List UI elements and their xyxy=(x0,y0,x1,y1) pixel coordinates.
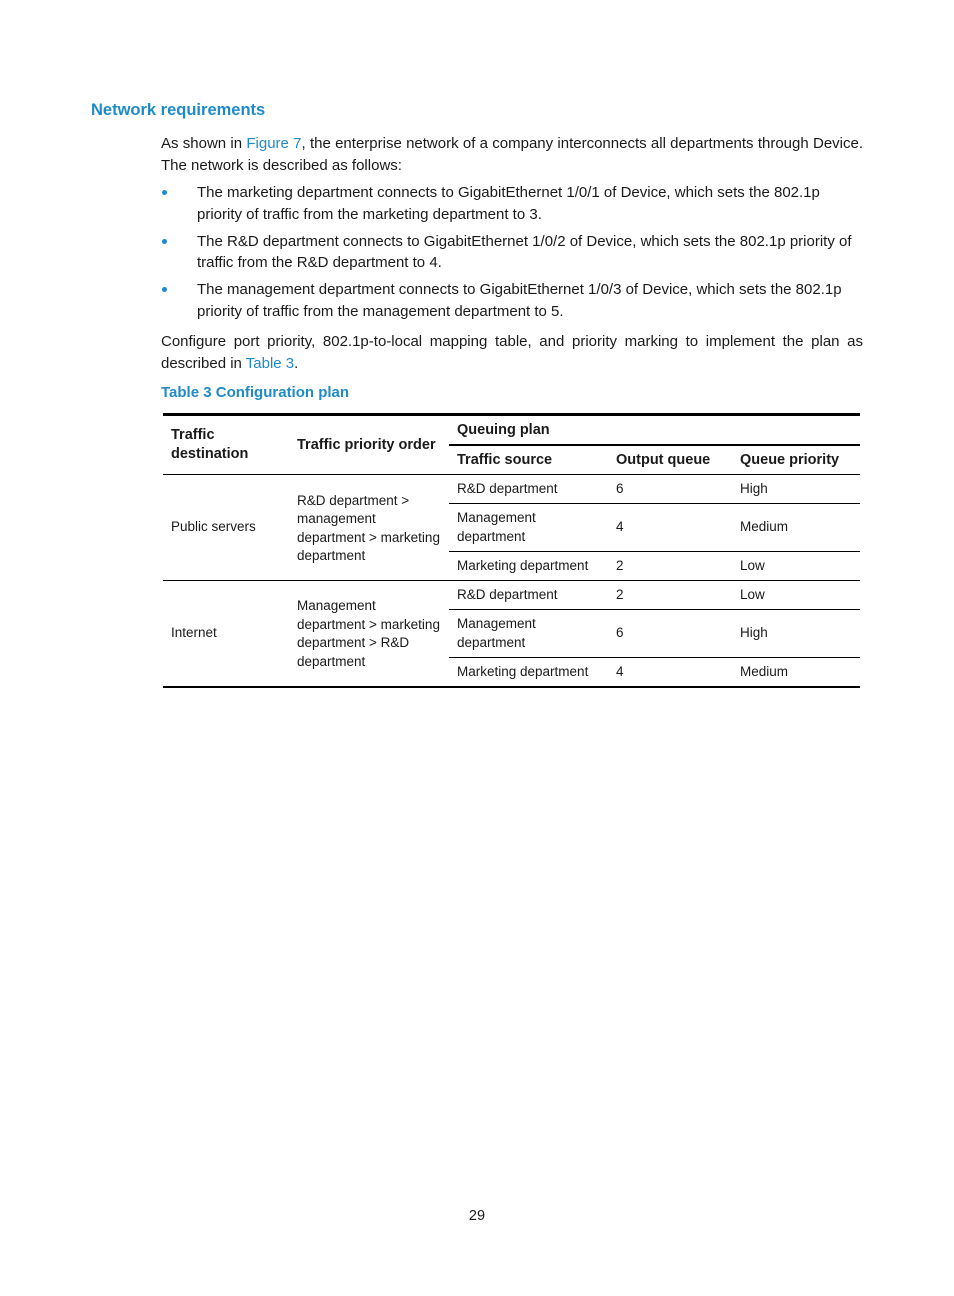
cell-source: R&D department xyxy=(449,581,608,610)
cell-queue-priority: Medium xyxy=(740,663,789,679)
bullet-icon xyxy=(162,239,167,244)
table-caption: Table 3 Configuration plan xyxy=(161,384,350,401)
configuration-plan-table xyxy=(163,413,860,688)
config-text-after: . xyxy=(294,354,299,372)
list-item xyxy=(161,231,863,274)
cell-source: R&D department xyxy=(449,475,608,504)
cell-queue-priority: Low xyxy=(732,552,860,581)
cell-queue-priority: Medium xyxy=(732,504,860,552)
cell-output-queue: 4 xyxy=(616,663,624,679)
list-item xyxy=(161,182,863,225)
header-queue-priority: Queue priority xyxy=(732,445,860,475)
cell-destination: Public servers xyxy=(163,475,289,581)
cell-source: Marketing department xyxy=(457,663,589,679)
header-traffic-source: Traffic source xyxy=(449,445,608,475)
header-queuing-plan: Queuing plan xyxy=(449,415,860,446)
cell-output-queue: 6 xyxy=(608,610,732,658)
cell-priority-order: R&D department > management department > marketing department xyxy=(289,475,449,581)
page-number: 29 xyxy=(468,1208,486,1224)
cell-output-queue: 2 xyxy=(608,552,732,581)
cell-source: Marketing department xyxy=(449,552,608,581)
cell-queue-priority: High xyxy=(732,475,860,504)
cell-queue-priority: High xyxy=(732,610,860,658)
cell-destination: Internet xyxy=(171,625,217,640)
cell-queue-priority: Low xyxy=(732,581,860,610)
figure-7-link[interactable]: Figure 7 xyxy=(246,135,302,152)
config-text-before: Configure port priority, 802.1p-to-local mapping table, and priority marking to implement the plan as described in xyxy=(161,333,863,372)
table-row xyxy=(163,475,860,504)
table-3-link[interactable]: Table 3 xyxy=(245,354,295,372)
section-heading: Network requirements xyxy=(91,101,266,119)
config-paragraph xyxy=(161,331,863,374)
header-traffic-priority-order: Traffic priority order xyxy=(289,415,449,475)
intro-text-after: , the enterprise network of a company interconnects all departments through Device. The network is described as follows: xyxy=(161,135,864,174)
cell-output-queue: 4 xyxy=(608,504,732,552)
requirements-list xyxy=(161,182,863,328)
bullet-icon xyxy=(162,287,167,292)
cell-source: Management department xyxy=(449,504,608,552)
cell-output-queue: 2 xyxy=(608,581,732,610)
header-traffic-destination: Traffic destination xyxy=(163,415,289,475)
list-item-text: The management department connects to GigabitEthernet 1/0/3 of Device, which sets the 802.1p priority of traffic from the management department to 5. xyxy=(197,281,842,320)
cell-output-queue: 6 xyxy=(608,475,732,504)
intro-paragraph xyxy=(161,133,863,176)
bullet-icon xyxy=(162,190,167,195)
list-item xyxy=(161,279,863,322)
list-item-text: The R&D department connects to GigabitEthernet 1/0/2 of Device, which sets the 802.1p priority of traffic from the R&D department to 4. xyxy=(197,232,852,271)
intro-text-before: As shown in xyxy=(161,135,247,152)
cell-source: Management department xyxy=(449,610,608,658)
cell-priority-order: Management department > marketing department > R&D department xyxy=(297,598,440,669)
table-row xyxy=(163,581,860,610)
list-item-text: The marketing department connects to GigabitEthernet 1/0/1 of Device, which sets the 802.1p priority of traffic from the marketing department to 3. xyxy=(197,184,820,223)
header-output-queue: Output queue xyxy=(608,445,732,475)
